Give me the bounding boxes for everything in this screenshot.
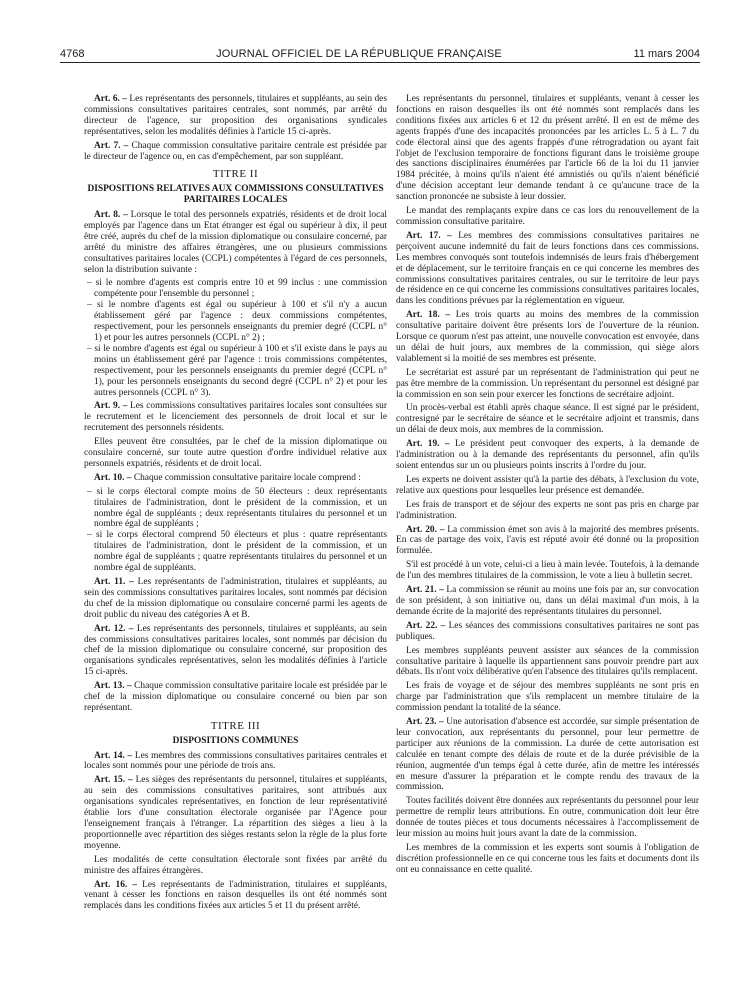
paragraph: Un procès-verbal est établi après chaque séance. Il est signé par le président, contresigné par le secrétaire de séance et le secrétaire adjoint et transmis, dans un délai de deux mois, aux membres de la commission. — [396, 403, 699, 436]
page-number: 4768 — [60, 48, 85, 60]
article-10: Art. 10. – Chaque commission consultative paritaire locale comprend : — [94, 472, 361, 483]
article-21: Art. 21. – La commission se réunit au moins une fois par an, sur convocation de son président, à son initiative ou, dans un délai maximal d'un mois, à la demande écrite de la majorité des représentants titulaires du personnel. — [396, 585, 699, 617]
article-18: Art. 18. – Les trois quarts au moins des membres de la commission consultative paritaire doivent être présents lors de l'ouverture de la réunion. Lorsque ce quorum n'est pas atteint, une nouvelle convocation est envoyée, dans un délai de huit jours, aux membres de la commission, qui siège alors valablement si la moitié de ses membres est présente. — [396, 310, 699, 364]
paragraph: Le secrétariat est assuré par un représentant de l'administration qui peut ne pas être membre de la commission. Un représentant du personnel est désigné par la commission en son sein pour exercer les fonctions de secrétaire adjoint. — [396, 367, 699, 400]
article-8: Art. 8. – Lorsque le total des personnels expatriés, résidents et de droit local employés par l'agence dans un Etat étranger est égal ou supérieur à dix, il peut être créé, auprès du chef de la mission diplomatique ou consulaire concerné, par arrêté du ministre des affaires étrangères, une ou plusieurs commissions consultatives paritaires locales (CCPL) compétentes à l'égard de ces personnels, selon la distribution suivante : — [84, 210, 387, 275]
issue-date: 11 mars 2004 — [633, 48, 700, 60]
article-8-list — [84, 278, 387, 398]
article-15: Art. 15. – Les sièges des représentants du personnel, titulaires et suppléants, au sein des commissions consultatives paritaires, sont attribués aux organisations syndicales représentatives, en fonction de leur représentativité établie lors d'une consultation électorale organisée par l'Agence pour l'enseignement français à l'étranger. La répartition des sièges a lieu à la proportionnelle avec répartition des sièges restants selon la règle de la plus forte moyenne. — [84, 775, 387, 851]
article-11: Art. 11. – Les représentants de l'administration, titulaires et suppléants, au sein des commissions consultatives paritaires locales, sont nommés par décision du chef de la mission diplomatique ou consulaire concerné parmi les agents de droit public du niveau des catégories A et B. — [84, 577, 387, 620]
paragraph: Toutes facilités doivent être données aux représentants du personnel pour leur permettre de remplir leurs attributions. En outre, communication doit leur être donnée de toutes pièces et tous documents nécessaires à l'accomplissement de leur mission au moins huit jours avant la date de la commission. — [396, 796, 699, 840]
list-item: – si le corps électoral comprend 50 électeurs et plus : quatre représentants titulaires de l'administration, dont le président de la commission, et un nombre égal de suppléants ; quatre représentants titulaires du personnel et un nombre égal de suppléants. — [84, 530, 387, 574]
paragraph: Les experts ne doivent assister qu'à la partie des débats, à l'exclusion du vote, relative aux questions pour lesquelles leur présence est demandée. — [396, 474, 699, 496]
article-9-paragraph: Elles peuvent être consultées, par le chef de la mission diplomatique ou consulaire concerné, sur toute autre question d'ordre individuel relative aux personnels expatriés, résidents et de droit local. — [84, 437, 387, 469]
article-6: Art. 6. – Les représentants des personnels, titulaires et suppléants, au sein des commissions consultatives paritaires centrales, sont nommés, par arrêté du directeur de l'agence, sur proposition des organisations syndicales représentatives, selon les modalités définies à l'article 15 ci-après. — [84, 94, 387, 137]
paragraph: Les représentants du personnel, titulaires et suppléants, venant à cesser les fonctions en raison desquelles ils ont été nommés sont remplacés dans les conditions fixées aux articles 6 et 12 du présent arrêté. Il en est de même des agents frappés d'une des incapacités prononcées par les articles L. 5 à L. 7 du code électoral ainsi que des agents frappés d'une rétrogradation ou ayant fait l'objet de l'exclusion temporaire de fonctions figurant dans le troisième groupe des sanctions disciplinaires énumérées par l'article 66 de la loi du 11 janvier 1984 précitée, à moins qu'ils n'aient été amnistiés ou qu'ils n'aient bénéficié d'une décision acceptant leur demande tendant à ce qu'aucune trace de la sanction prononcée ne subsiste à leur dossier. — [396, 94, 699, 203]
paragraph: S'il est procédé à un vote, celui-ci a lieu à main levée. Toutefois, à la demande de l'un des membres titulaires de la commission, le vote a lieu à bulletin secret. — [396, 560, 699, 582]
article-13: Art. 13. – Chaque commission consultative paritaire locale est présidée par le chef de la mission diplomatique ou consulaire concerné ou bien par son représentant. — [84, 681, 387, 713]
page-header — [60, 44, 700, 60]
paragraph: Les frais de transport et de séjour des experts ne sont pas pris en charge par l'administration. — [396, 499, 699, 521]
article-23: Art. 23. – Une autorisation d'absence est accordée, sur simple présentation de leur convocation, aux représentants du personnel, pour leur permettre de participer aux réunions de la commission. La durée de cette autorisation est calculée en tenant compte des délais de route et de la durée prévisible de la réunion, augmentée d'un temps égal à cette durée, afin de mettre les intéressés en mesure d'assurer la préparation et le compte rendu des travaux de la commission. — [396, 717, 699, 793]
article-14: Art. 14. – Les membres des commissions consultatives paritaires centrales et locales sont nommés pour une période de trois ans. — [84, 750, 388, 772]
list-item: – si le corps électoral compte moins de 50 électeurs : deux représentants titulaires de l'administration, dont le président de la commission, et un nombre égal de suppléants ; deux représentants titulaires du personnel et un nombre égal de suppléants ; — [84, 487, 387, 531]
right-column — [396, 94, 699, 879]
article-19: Art. 19. – Le président peut convoquer des experts, à la demande de l'administration ou à la demande des représentants du personnel, afin qu'ils soient entendus sur un ou plusieurs points inscrits à l'ordre du jour. — [396, 439, 699, 471]
article-17: Art. 17. – Les membres des commissions consultatives paritaires ne perçoivent aucune indemnité du fait de leurs fonctions dans ces commissions. Les membres convoqués sont toutefois indemnisés de leurs frais d'hébergement et de déplacement, sur le territoire français en ce qui concerne les membres des commissions consultatives paritaires centrales, ou sur le territoire de leur pays de résidence en ce qui concerne les commissions consultatives paritaires locales, dans les conditions prévues par la réglementation en vigueur. — [396, 230, 699, 307]
article-9: Art. 9. – Les commissions consultatives paritaires locales sont consultées sur le recrutement et le licenciement des personnels de droit local et sur le recrutement des personnels résidents. — [84, 401, 387, 434]
titre-2-heading: TITRE II — [212, 168, 259, 181]
article-7: Art. 7. – Chaque commission consultative paritaire centrale est présidée par le directeur de l'agence ou, en cas d'empêchement, par son suppléant. — [84, 140, 387, 162]
paragraph: Les membres de la commission et les experts sont soumis à l'obligation de discrétion professionnelle en ce qui concerne tous les faits et documents dont ils ont eu connaissance en cette qualité. — [396, 843, 699, 875]
left-column — [84, 94, 387, 915]
list-item: – si le nombre d'agents est égal ou supérieur à 100 et s'il n'y a aucun établissement géré par l'agence : deux commissions compétentes, respectivement, pour les personnels enseignants du premier degré (CCPL n° 1) et pour les autres personnels (CCPL n° 2) ; — [84, 300, 387, 344]
header-rule — [60, 62, 700, 63]
article-12: Art. 12. – Les représentants des personnels, titulaires et suppléants, au sein des commissions consultatives paritaires locales, sont nommés par décision du chef de la mission diplomatique ou consulaire concerné, sur proposition des organisations syndicales représentatives, selon les modalités définies à l'article 15 ci-après. — [84, 623, 387, 678]
list-item: – si le nombre d'agents est égal ou supérieur à 100 et s'il existe dans le pays au moins un établissement géré par l'agence : trois commissions compétentes, respectivement, pour les personnels enseignants du premier degré (CCPL n° 1), pour les personnels enseignants du second degré (CCPL n° 2) et pour les autres personnels (CCPL n° 3). — [84, 344, 387, 399]
titre-3-subheading: DISPOSITIONS COMMUNES — [172, 735, 299, 746]
article-16: Art. 16. – Les représentants de l'administration, titulaires et suppléants, venant à cesser les fonctions en raison desquelles ils ont été nommés sont remplacés dans les conditions fixées aux articles 5 et 11 du présent arrêté. — [84, 879, 387, 912]
journal-title: JOURNAL OFFICIEL DE LA RÉPUBLIQUE FRANÇAISE — [216, 48, 502, 60]
paragraph: Le mandat des remplaçants expire dans ce cas lors du renouvellement de la commission consultative paritaire. — [396, 206, 699, 227]
article-10-list — [84, 487, 387, 574]
titre-2-subheading: DISPOSITIONS RELATIVES AUX COMMISSIONS CONSULTATIVES PARITAIRES LOCALES — [87, 184, 384, 206]
titre-3-heading: TITRE III — [210, 719, 261, 732]
paragraph: Les frais de voyage et de séjour des membres suppléants ne sont pris en charge par l'administration que s'ils remplacent un membre titulaire de la commission pendant la totalité de la séance. — [396, 681, 699, 714]
paragraph: Les membres suppléants peuvent assister aux séances de la commission consultative paritaire à laquelle ils appartiennent sans pouvoir prendre part aux débats. Ils n'ont voix délibérative qu'en l'absence des titulaires qu'ils remplacent. — [396, 645, 699, 678]
article-15-paragraph: Les modalités de cette consultation électorale sont fixées par arrêté du ministre des affaires étrangères. — [84, 854, 387, 876]
article-22: Art. 22. – Les séances des commissions consultatives paritaires ne sont pas publiques. — [396, 620, 699, 642]
article-20: Art. 20. – La commission émet son avis à la majorité des membres présents. En cas de partage des voix, l'avis est réputé avoir été donné ou la proposition formulée. — [396, 524, 699, 557]
list-item: – si le nombre d'agents est compris entre 10 et 99 inclus : une commission compétente pour l'ensemble du personnel ; — [84, 278, 387, 300]
